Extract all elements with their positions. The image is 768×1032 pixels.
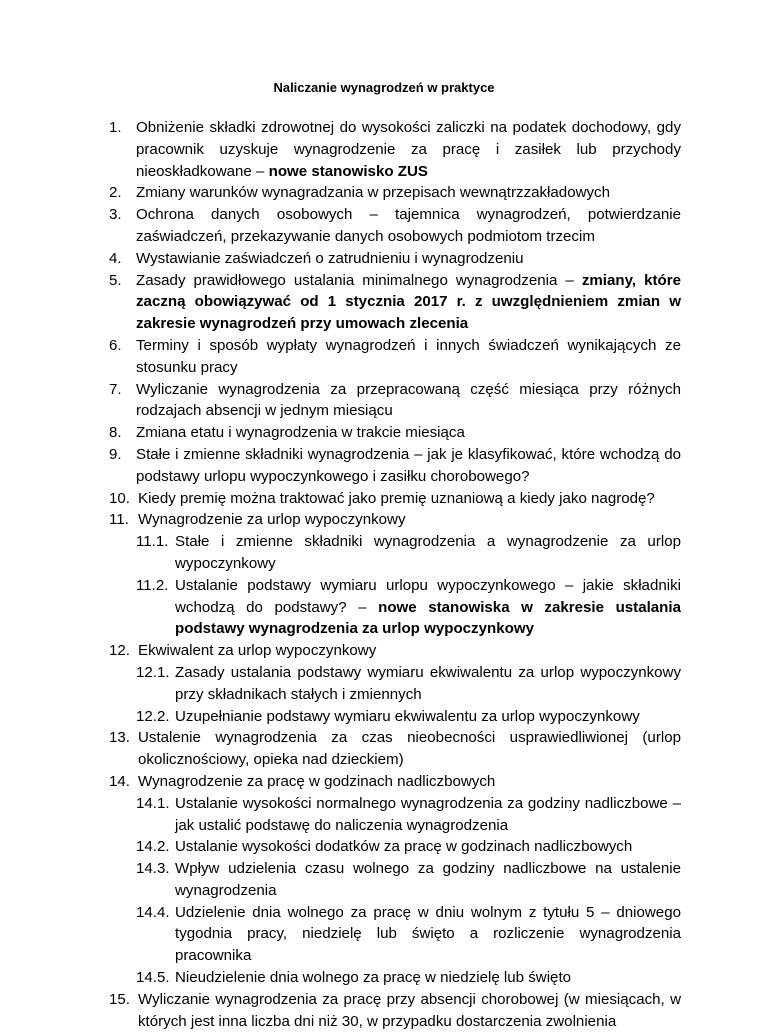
list-item: [109, 379, 681, 423]
item-number: 14.2.: [136, 838, 170, 856]
list-item: [109, 771, 681, 793]
item-text: Ochrona danych osobowych – tajemnica wynagrodzeń, potwierdzanie zaświadczeń, przekazywanie danych osobowych podmiotom trzecim: [136, 206, 681, 245]
item-text: Wynagrodzenie za urlop wypoczynkowy: [138, 511, 406, 529]
item-emphasis: nowe stanowisko ZUS: [268, 162, 428, 180]
list-subitem: [109, 662, 681, 706]
list-item: [109, 640, 681, 662]
item-number: 4.: [109, 249, 122, 267]
list-subitem: [109, 902, 681, 967]
list-subitem: [109, 836, 681, 858]
item-text: Stałe i zmienne składniki wynagrodzenia – jak je klasyfikować, które wchodzą do podstawy urlopu wypoczynkowego i zasiłku chorobowego?: [136, 445, 681, 485]
item-number: 7.: [109, 380, 122, 398]
item-number: 6.: [109, 336, 122, 354]
document-title: Naliczanie wynagrodzeń w praktyce: [273, 80, 495, 95]
item-text: Terminy i sposób wypłaty wynagrodzeń i innych świadczeń wynikających ze stosunku pracy: [136, 336, 681, 376]
item-text: Kiedy premię można traktować jako premię uznaniową a kiedy jako nagrodę?: [138, 489, 655, 507]
list-subitem: [109, 575, 681, 640]
item-number: 13.: [109, 729, 130, 747]
list-item: [109, 182, 681, 204]
item-number: 14.: [109, 772, 130, 790]
item-number: 14.3.: [136, 860, 170, 878]
item-number: 3.: [109, 206, 122, 224]
item-text: Ustalanie wysokości normalnego wynagrodzenia za godziny nadliczbowe – jak ustalić podstawę do naliczenia wynagrodzenia: [175, 794, 681, 834]
item-emphasis: nowe stanowiska w zakresie ustalania podstawy wynagrodzenia za urlop wypoczynkowy: [175, 598, 681, 638]
item-number: 5.: [109, 271, 122, 289]
item-number: 11.1.: [136, 533, 169, 551]
list-subitem: [109, 858, 681, 902]
item-number: 11.2.: [136, 576, 169, 594]
item-text: Wyliczanie wynagrodzenia za przepracowaną część miesiąca przy różnych rodzajach absencji w jednym miesiącu: [136, 380, 681, 420]
topic-list: [109, 117, 681, 1032]
list-item: [109, 270, 681, 335]
item-text: Ustalanie wysokości dodatków za pracę w godzinach nadliczbowych: [175, 838, 633, 856]
item-text: Zasady prawidłowego ustalania minimalnego wynagrodzenia –: [136, 271, 582, 289]
item-number: 15.: [109, 990, 130, 1008]
item-text: Wynagrodzenie za pracę w godzinach nadliczbowych: [138, 772, 496, 790]
list-item: [109, 444, 681, 488]
item-text: Wyliczanie wynagrodzenia za pracę przy absencji chorobowej (w miesiącach, w których jest inna liczba dni niż 30, w przypadku dostarczenia zwolnienia: [138, 990, 681, 1030]
list-subitem: [109, 793, 681, 837]
list-item: [109, 989, 681, 1032]
list-subitem: [109, 967, 681, 989]
item-number: 11.: [109, 511, 129, 529]
item-text: Wystawianie zaświadczeń o zatrudnieniu i wynagrodzeniu: [136, 249, 524, 267]
item-text: Stałe i zmienne składniki wynagrodzenia a wynagrodzenie za urlop wypoczynkowy: [175, 533, 681, 572]
list-subitem: [109, 531, 681, 575]
list-item: [109, 248, 681, 270]
item-text: Uzupełnianie podstawy wymiaru ekwiwalentu za urlop wypoczynkowy: [175, 707, 640, 725]
item-number: 9.: [109, 445, 122, 463]
item-emphasis: zmiany, które zaczną obowiązywać od 1 stycznia 2017 r. z uwzględnieniem zmian w zakresie wynagrodzeń przy umowach zlecenia: [136, 271, 681, 333]
item-text: Wpływ udzielenia czasu wolnego za godziny nadliczbowe na ustalenie wynagrodzenia: [175, 860, 681, 899]
item-number: 14.4.: [136, 903, 170, 921]
list-item: [109, 488, 681, 510]
item-number: 2.: [109, 184, 122, 202]
item-text: Nieudzielenie dnia wolnego za pracę w niedzielę lub święto: [175, 969, 572, 987]
item-text: Zmiana etatu i wynagrodzenia w trakcie miesiąca: [136, 424, 465, 442]
item-number: 14.1.: [136, 794, 170, 812]
list-item: [109, 509, 681, 531]
list-subitem: [109, 706, 681, 728]
list-item: [109, 204, 681, 248]
item-number: 10.: [109, 489, 130, 507]
list-item: [109, 335, 681, 379]
item-number: 12.2.: [136, 707, 170, 725]
item-number: 14.5.: [136, 969, 170, 987]
item-number: 12.1.: [136, 663, 170, 681]
item-text: Obniżenie składki zdrowotnej do wysokości zaliczki na podatek dochodowy, gdy pracownik uzyskuje wynagrodzenie za pracę i zasiłek lub przychody nieoskładkowane –: [136, 119, 681, 180]
list-item: [109, 117, 681, 182]
list-item: [109, 422, 681, 444]
item-number: 8.: [109, 424, 122, 442]
item-text: Udzielenie dnia wolnego za pracę w dniu wolnym z tytułu 5 – dniowego tygodnia pracy, niedzielę lub święto a rozliczenie wynagrodzenia pracownika: [175, 903, 681, 965]
item-number: 1.: [109, 119, 122, 136]
item-text: Zmiany warunków wynagradzania w przepisach wewnątrzzakładowych: [136, 184, 610, 202]
item-number: 12.: [109, 642, 130, 660]
item-text: Ekwiwalent za urlop wypoczynkowy: [138, 642, 377, 660]
list-item: [109, 727, 681, 771]
item-text: Ustalenie wynagrodzenia za czas nieobecności usprawiedliwionej (urlop okolicznościowy, opieka nad dzieckiem): [138, 729, 681, 769]
item-text: Ustalanie podstawy wymiaru urlopu wypoczynkowego – jakie składniki wchodzą do podstawy? –: [175, 576, 681, 616]
item-text: Zasady ustalania podstawy wymiaru ekwiwalentu za urlop wypoczynkowy przy składnikach stałych i zmiennych: [175, 663, 681, 703]
